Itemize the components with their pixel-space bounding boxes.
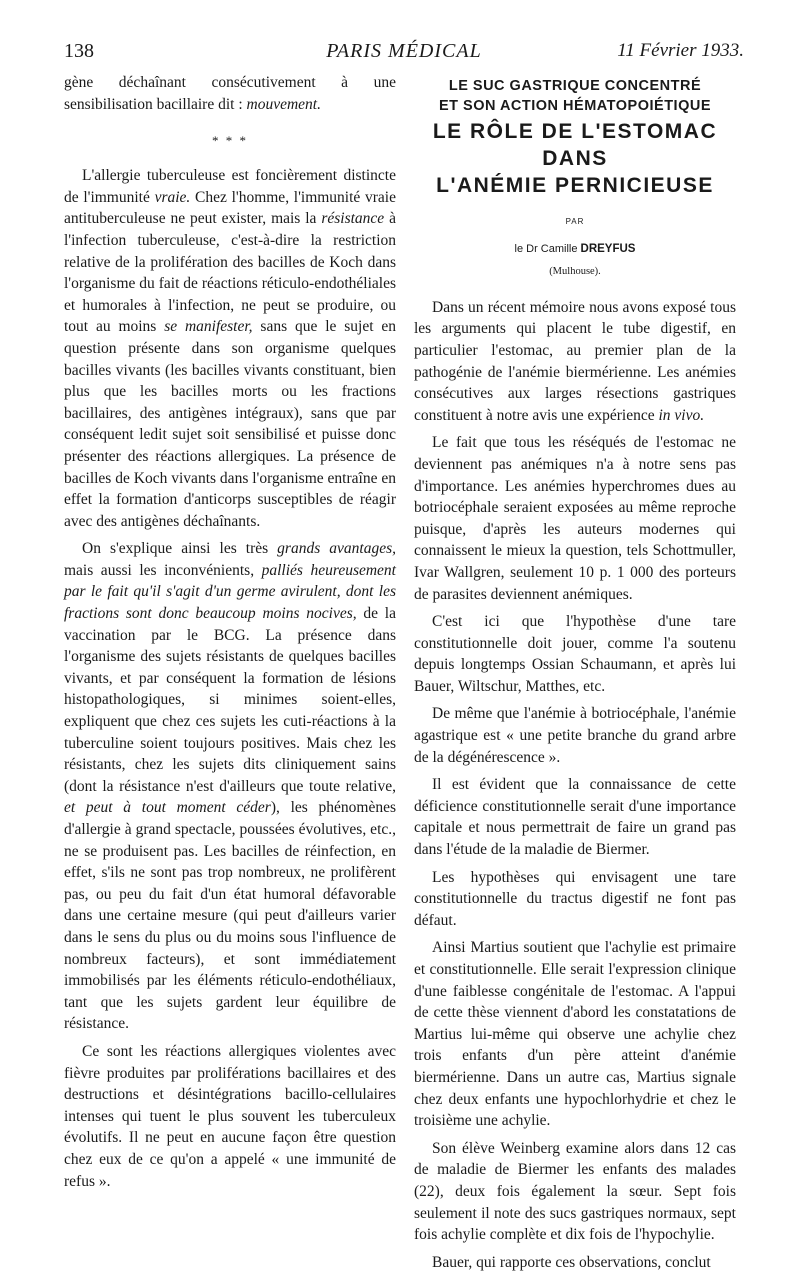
paragraph: Les hypothèses qui envisagent une tare constitutionnelle du tractus digestif ne font pas défaut. [414, 868, 736, 929]
paragraph: Ce sont les réactions allergiques violentes avec fièvre produites par proliférations bacillaires et des destructions et désintégrations bacillo-cellulaires intenses qui tuent le plus souvent les tuberculeux évolutifs. Il ne peut en aucune façon être question chez eux de ce qu'on a appelé « une immunité de refus ». [64, 1042, 396, 1190]
page-number: 138 [64, 40, 94, 62]
section-separator-stars: * * * [212, 133, 248, 149]
article-kicker: LE SUC GASTRIQUE CONCENTRÉ ET SON ACTION HÉMATOPOIÉTIQUE [438, 78, 712, 114]
paragraph: L'allergie tuberculeuse est foncièrement distincte de l'immunité vraie. Chez l'homme, l'immunité vraie antituberculeuse ne peut exister, mais la résistance à l'infection tuberculeuse, c'est-à-dire la restriction relative de la prolifération des bacilles de Koch dans l'organisme du fait de réactions réticulo-endothéliales et humorales à l'infection, ne peut se produire, ou tout au moins se manifester, sans que le sujet en question présente dans son organisme quelques bacilles vivants (les bacilles vivants constituant, bien plus que les bacilles morts ou les fractions bacillaires, des antigènes intégraux), sans que par conséquent ledit sujet soit sensibilisé et puisse donc présenter des réactions allergiques. La présence de bacilles de Koch vivants dans l'organisme entraîne en effet la formation d'anticorps susceptibles de réagir avec des antigènes déchaînants. [64, 167, 396, 530]
author-name: le Dr Camille DREYFUS [514, 242, 636, 255]
paragraph: Bauer, qui rapporte ces observations, conclut [432, 1253, 711, 1271]
byline-par: PAR [565, 217, 585, 226]
paragraph: Il est évident que la connaissance de cette déficience constitutionnelle serait d'une importance capitale et nous permettrait de faire un grand pas dans l'étude de la maladie de Biermer. [414, 776, 736, 859]
paragraph: Le fait que tous les réséqués de l'estomac ne deviennent pas anémiques n'a à notre sens pas d'importance. Les anémies hyperchromes dues au botriocéphale seraient exposées au même reproche puisque, d'après les auteurs modernes qui connaissent le mieux la question, tels Schottmuller, Ivar Wallgren, seulement 10 p. 1 000 des porteurs de parasites deviennent anémiques. [414, 434, 736, 603]
paragraph-continuation: gène déchaînant consécutivement à une sensibilisation bacillaire dit : mouvement. [64, 74, 396, 113]
author-affiliation: (Mulhouse). [549, 266, 601, 278]
paragraph: C'est ici que l'hypothèse d'une tare constitutionnelle doit jouer, comme l'a soutenu depuis longtemps Ossian Schaumann, et après lui Bauer, Wiltschur, Matthes, etc. [414, 613, 736, 695]
paragraph: Dans un récent mémoire nous avons exposé tous les arguments qui placent le tube digestif, en particulier l'estomac, au premier plan de la pathogénie de l'anémie biermérienne. Les anémies consécutives aux larges résections gastriques constituent à notre avis une expérience in vivo. [414, 298, 736, 424]
journal-title: PARIS MÉDICAL [326, 40, 482, 62]
paragraph: Ainsi Martius soutient que l'achylie est primaire et constitutionnelle. Elle serait l'expression clinique d'une faiblesse congénitale de l'estomac. A l'appui de cette thèse viennent d'abord les constatations de Martius lui-même qui observe une achylie chez trois enfants d'un père atteint d'anémie biermérienne. Dans un autre cas, Martius signale chez deux enfants une hypochlorhydrie et chez le troisième une achylie. [414, 939, 736, 1130]
paragraph: Son élève Weinberg examine alors dans 12 cas de maladie de Biermer les enfants des malades (22), deux fois également la sœur. Sept fois seulement il note des sucs gastriques normaux, sept fois achylie complète et dix fois de l'hypochylie. [414, 1139, 736, 1244]
right-column [414, 76, 736, 1273]
issue-date: 11 Février 1933. [617, 40, 744, 61]
paragraph: On s'explique ainsi les très grands avantages, mais aussi les inconvénients, palliés heureusement par le fait qu'il s'agit d'un germe avirulent, dont les fractions sont donc beaucoup moins nocives, de la vaccination par le BCG. La présence dans l'organisme des sujets résistants de quelques bacilles vivants, et par conséquent la formation de lésions histopathologiques, si minimes soient-elles, expliquent que chez ces sujets les cuti-réactions à la tuberculine soient toujours positives. Mais chez les résistants, chez les sujets dits cliniquement sains (dont la résistance n'est d'ailleurs que toute relative, et peut à tout moment céder), les phénomènes d'allergie à grand spectacle, poussées évolutives, etc., ne se produisent pas. Les bacilles de réinfection, en effet, s'ils ne sont pas trop nombreux, ne prolifèrent pas, ou peu du fait d'un état humoral défavorable dans une certaine mesure (qui peut d'ailleurs varier dans le sens du plus ou du moins sous l'influence de nombreux facteurs), et sont immédiatement immobilisés par les éléments réticulo-endothéliaux, tant que les sujets gardent leur équilibre de résistance. [64, 540, 396, 1033]
paragraph: De même que l'anémie à botriocéphale, l'anémie agastrique est « une petite branche du grand arbre de la dégénérescence ». [414, 705, 736, 766]
left-column [64, 72, 396, 1192]
article-title: LE RÔLE DE L'ESTOMAC DANS L'ANÉMIE PERNICIEUSE [432, 120, 718, 197]
page-header [64, 40, 744, 68]
